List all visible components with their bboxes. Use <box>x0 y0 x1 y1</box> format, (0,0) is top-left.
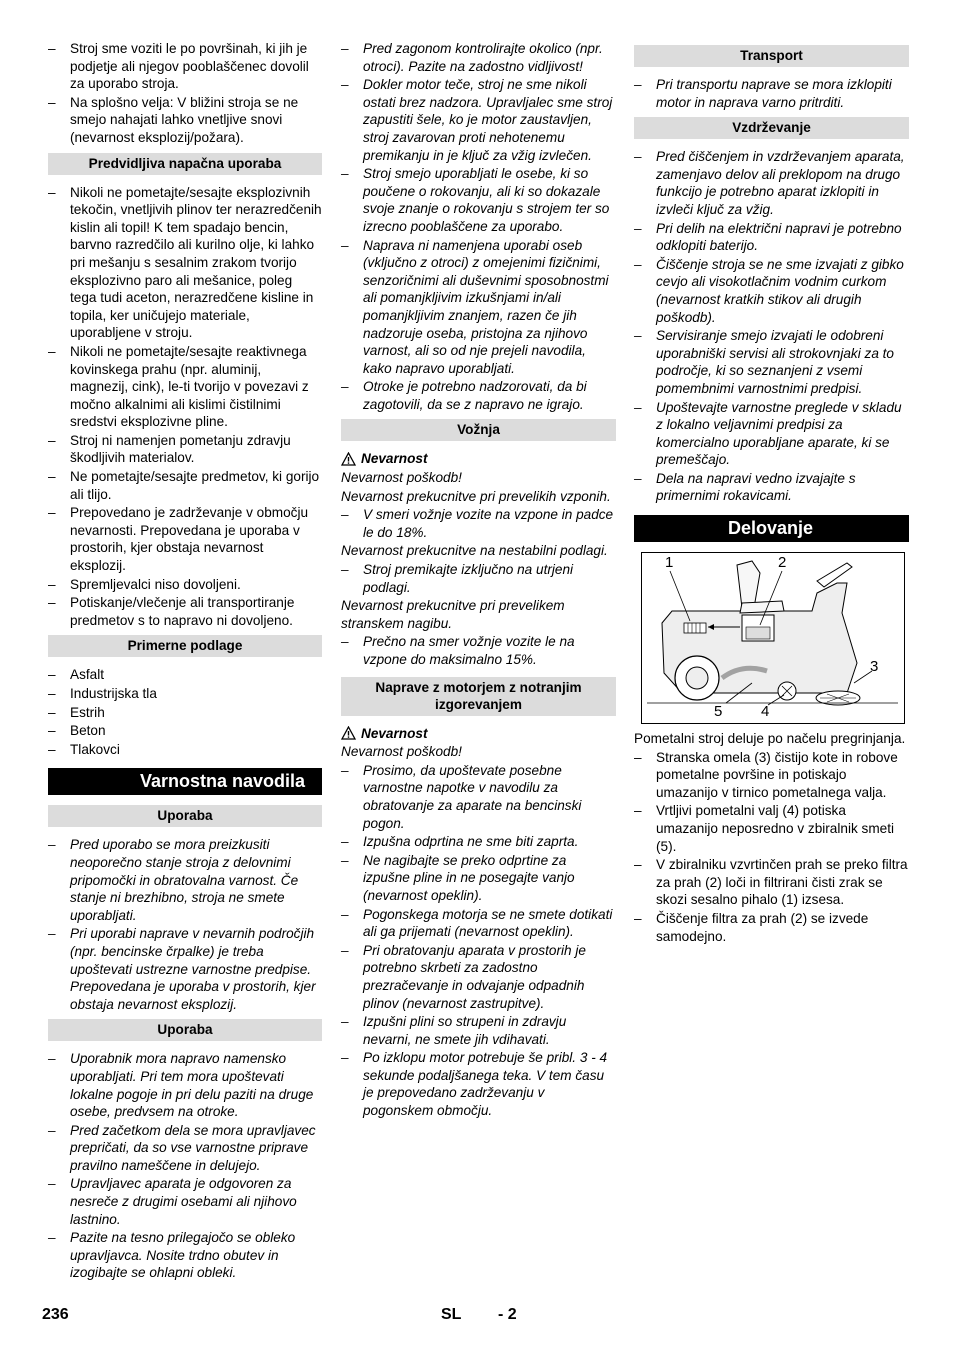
list-item: – Stroj sme voziti le po površinah, ki jih je podjetje ali njegov pooblaščenec dovolil za uporabo stroja. <box>48 40 322 93</box>
sweeper-illustration <box>642 553 904 723</box>
driving-list-3 <box>341 633 616 668</box>
surfaces-list <box>48 666 322 758</box>
list-item: – Pri transportu naprave se mora izklopiti motor in naprava varno pritrditi. <box>634 76 909 111</box>
list-item: – Pri delih na električni napravi je potrebno odklopiti baterijo. <box>634 220 909 255</box>
list-item: – Upoštevajte varnostne preglede v skladu z lokalno veljavnimi predpisi za komercialno uporabljane aparate, ki se premeščajo. <box>634 399 909 469</box>
engine-list <box>341 762 616 1120</box>
list-item: – Uporabnik mora napravo namensko uporabljati. Pri tem mora upoštevati lokalne pogoje in pri delu paziti na druge osebe, predvsem na otroke. <box>48 1050 322 1120</box>
section-heading-maintenance: Vzdrževanje <box>634 117 909 139</box>
list-item: – Stroj premikajte izključno na utrjeni podlagi. <box>341 561 616 596</box>
list-item: – Pogonskega motorja se ne smete dotikati ali ga prijemati (nevarnost opeklin). <box>341 906 616 941</box>
section-heading-surfaces: Primerne podlage <box>48 635 322 657</box>
list-item: – Ne nagibajte se preko odprtine za izpušne pline in ne posegajte vanjo (nevarnost opeklin). <box>341 852 616 905</box>
driving-list-2 <box>341 561 616 596</box>
paragraph: Nevarnost prekucnitve na nestabilni podlagi. <box>341 543 608 559</box>
paragraph: Nevarnost poškodb! <box>341 744 462 760</box>
list-item: – Dokler motor teče, stroj ne sme nikoli ostati brez nadzora. Upravljalec sme stroj zapustiti šele, ko je motor zaustavljen, stroj zavarovan proti nehotenemu premikanju in je ključ za vžig izvlečen. <box>341 76 616 164</box>
column-1 <box>48 40 322 1283</box>
column-3 <box>634 40 909 946</box>
warning-triangle-icon <box>341 726 356 740</box>
list-item: – Pri obratovanju aparata v prostorih je potrebno skrbeti za zadostno prezračevanje in odvajanje odpadnih plinov (nevarnost zastrupitve). <box>341 942 616 1012</box>
paragraph: Nevarnost prekucnitve pri prevelikem stranskem nagibu. <box>341 598 565 631</box>
list-item: – Pri uporabi naprave v nevarnih področjih (npr. bencinske črpalke) je treba upoštevati ustrezne varnostne predpise. Prepovedana je uporaba v prostorih, kjer obstaja nevarnost eksplozij. <box>48 925 322 1013</box>
list-item: – Industrijska tla <box>48 685 322 703</box>
list-item: – Čiščenje stroja se ne sme izvajati z gibko cevjo ali visokotlačnim vodnim curkom (nevarnost kratkih stikov ali drugih poškodb). <box>634 256 909 326</box>
list-item: – Tlakovci <box>48 741 322 759</box>
section-heading-engine: Naprave z motorjem z notranjim izgorevanjem <box>341 677 616 716</box>
misuse-list <box>48 184 322 630</box>
list-item: – Beton <box>48 722 322 740</box>
column-2 <box>341 40 616 1121</box>
list-item: – Pred zagonom kontrolirajte okolico (npr. otroci). Pazite na zadostno vidljivost! <box>341 40 616 75</box>
section-heading-use-1: Uporaba <box>48 805 322 827</box>
list-item: – Potiskanje/vlečenje ali transportiranje predmetov s to napravo ni dovoljeno. <box>48 594 322 629</box>
callout-3: 3 <box>870 658 879 676</box>
list-item: – V smeri vožnje vozite na vzpone in padce le do 18%. <box>341 506 616 541</box>
list-item: – V zbiralniku vzvrtinčen prah se preko filtra za prah (2) loči in filtrirani čisti zrak se skozi sesalno pihalo (1) izsesa. <box>634 856 909 909</box>
use-2-list <box>48 1050 322 1282</box>
driving-list-1 <box>341 506 616 541</box>
intro-list <box>48 40 322 147</box>
list-item: – Asfalt <box>48 666 322 684</box>
callout-4: 4 <box>761 703 770 721</box>
list-item: – Pred uporabo se mora preizkusiti neoporečno stanje stroja z delovnimi pripomočki in obratovalna varnost. Če stanje ni brezhibno, stroja ne smete uporabljati. <box>48 836 322 924</box>
callout-5: 5 <box>714 703 723 721</box>
callout-2: 2 <box>778 554 787 572</box>
section-heading-misuse: Predvidljiva napačna uporaba <box>48 153 322 175</box>
list-item: – Po izklopu motor potrebuje še pribl. 3 - 4 sekunde podaljšanega teka. V tem času je prepovedano zadrževanju v pogonskem območju. <box>341 1049 616 1119</box>
list-item: – Pred začetkom dela se mora upravljavec prepričati, da so vse varnostne priprave pravilno nameščene in delujejo. <box>48 1122 322 1175</box>
use-1-list <box>48 836 322 1013</box>
list-item: – Izpušna odprtina ne sme biti zaprta. <box>341 833 616 851</box>
page-number: 236 <box>42 1306 69 1323</box>
callout-1: 1 <box>665 554 674 572</box>
transport-list <box>634 76 909 111</box>
warning-text: Nevarnost <box>361 725 428 741</box>
list-item: – Vrtljivi pometalni valj (4) potiska umazanijo neposredno v zbiralnik smeti (5). <box>634 802 909 855</box>
list-item: – Stroj ni namenjen pometanju zdravju škodljivih materialov. <box>48 432 322 467</box>
section-heading-driving: Vožnja <box>341 419 616 441</box>
list-item: – Estrih <box>48 704 322 722</box>
warning-text: Nevarnost <box>361 451 428 467</box>
paragraph: Nevarnost poškodb! <box>341 470 462 486</box>
sweeper-diagram <box>641 552 905 724</box>
warning-label <box>341 725 616 743</box>
paragraph: Nevarnost prekucnitve pri prevelikih vzponih. <box>341 488 611 504</box>
section-number: - 2 <box>498 1306 517 1323</box>
list-item: – Prosimo, da upoštevate posebne varnostne napotke v navodilu za obratovanje za aparate na bencinski pogon. <box>341 762 616 832</box>
operation-list <box>634 749 909 946</box>
warning-triangle-icon <box>341 452 356 466</box>
list-item: – Čiščenje filtra za prah (2) se izvede samodejno. <box>634 910 909 945</box>
list-item: – Nikoli ne pometajte/sesajte eksplozivnih tekočin, vnetljivih plinov ter nerazredčenih kislin ali topil! K tem spadajo bencin, barvno razredčilo ali kurilno olje, ki lahko pri mešanju s sesalnim zrakom tvorijo eksplozivno paro ali mešanice, poleg tega tudi aceton, nerazredčene kisline in topila, ker uničujejo materiale, uporabljene v stroju. <box>48 184 322 342</box>
list-item: – Naprava ni namenjena uporabi oseb (vključno z otroci) z omejenimi fizičnimi, senzoričnimi ali duševnimi sposobnostmi ali pomanjkljivim izkušnjami in/ali pomanjkljivim znanjem, razen če jih nadzoruje oseba, pristojna za njihovo varnost, ali so od nje prejeli navodila, kako napravo uporabljati. <box>341 237 616 378</box>
list-item: – Pred čiščenjem in vzdrževanjem aparata, zamenjavo delov ali preklopom na drugo funkcijo je potrebno aparat izklopiti in izvleči ključ za vžig. <box>634 148 909 218</box>
list-item: – Upravljavec aparata je odgovoren za nesreče z drugimi osebami ali njihovo lastnino. <box>48 1175 322 1228</box>
list-item: – Na splošno velja: V bližini stroja se ne smejo nahajati lahko vnetljive snovi (nevarnost eksplozij/požara). <box>48 94 322 147</box>
list-item: – Otroke je potrebno nadzorovati, da bi zagotovili, da se z napravo ne igrajo. <box>341 378 616 413</box>
list-item: – Servisiranje smejo izvajati le odobreni uporabniški servisi ali strokovnjaki za to področje, ki so seznanjeni z vsemi pomembnimi varnostnimi predpisi. <box>634 327 909 397</box>
section-heading-transport: Transport <box>634 45 909 67</box>
paragraph: Pometalni stroj deluje po načelu pregrinjanja. <box>634 731 906 747</box>
operator-list <box>341 40 616 413</box>
list-item: – Stroj smejo uporabljati le osebe, ki so poučene o rokovanju, ali ki so dokazale svoje znanje o rokovanju s strojem ter so izrecno pooblaščene za uporabo. <box>341 165 616 235</box>
section-heading-use-2: Uporaba <box>48 1019 322 1041</box>
list-item: – Dela na napravi vedno izvajajte s primernimi rokavicami. <box>634 470 909 505</box>
list-item: – Stranska omela (3) čistijo kote in robove pometalne površine in potiskajo umazanijo v tirnico pometalnega valja. <box>634 749 909 802</box>
list-item: – Nikoli ne pometajte/sesajte reaktivnega kovinskega prahu (npr. aluminij, magnezij, cink), le-ti tvorijo v povezavi z močno alkalnimi ali kislimi čistilnimi sredstvi eksplozivne pline. <box>48 343 322 431</box>
list-item: – Pazite na tesno prilegajočo se obleko upravljavca. Nosite trdno obutev in izogibajte se ohlapni obleki. <box>48 1229 322 1282</box>
list-item: – Prepovedano je zadrževanje v območju nevarnosti. Prepovedana je uporaba v prostorih, kjer obstaja nevarnost eksplozij. <box>48 504 322 574</box>
list-item: – Spremljevalci niso dovoljeni. <box>48 576 322 594</box>
chapter-heading-operation: Delovanje <box>634 515 909 542</box>
list-item: – Izpušni plini so strupeni in zdravju nevarni, ne smete jih vdihavati. <box>341 1013 616 1048</box>
language-code: SL <box>441 1306 462 1323</box>
list-item: – Ne pometajte/sesajte predmetov, ki gorijo ali tlijo. <box>48 468 322 503</box>
chapter-heading-safety: Varnostna navodila <box>48 768 322 795</box>
maintenance-list <box>634 148 909 505</box>
warning-label <box>341 450 616 468</box>
list-item: – Prečno na smer vožnje vozite le na vzpone do maksimalno 15%. <box>341 633 616 668</box>
